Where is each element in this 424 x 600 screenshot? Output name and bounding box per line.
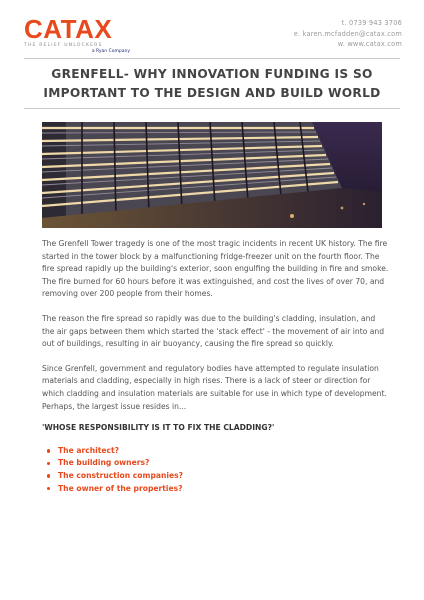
list-item	[42, 483, 390, 496]
list-item-label: The owner of the properties?	[58, 483, 183, 493]
paragraph-intro: The Grenfell Tower tragedy is one of the most tragic incidents in recent UK history. The fire started in the tower block by a malfunctioning fridge-freezer unit on the fourth floor. The fire spread rapidly up the building's exterior, soon engulfing the building in fire and smoke. The fire burned for 60 hours before it was extinguished, and cost the lives of over 70, and removing over 200 people from their homes.	[42, 239, 389, 299]
title-banner	[24, 58, 400, 109]
paragraph-regulation: Since Grenfell, government and regulatory bodies have attempted to regulate insulation materials and cladding, especially in high rises. There is a lack of steer or direction for which cladding and insulation materials are suitable for use in which type of development. Perhaps, the largest issue resides in...	[42, 363, 387, 411]
page-title: GRENFELL- WHY INNOVATION FUNDING IS SO IMPORTANT TO THE DESIGN AND BUILD WORLD	[43, 67, 381, 100]
bullet-icon	[47, 474, 50, 477]
contact-block	[294, 18, 402, 50]
list-item-label: The construction companies?	[58, 470, 184, 480]
contact-website[interactable]: w. www.catax.com	[337, 40, 402, 48]
list-item-label: The architect?	[58, 445, 120, 455]
paragraph-cause: The reason the fire spread so rapidly was due to the building's cladding, insulation, and the air gaps between them which started the 'stack effect' - the movement of air into and out of buildings, resulting in air buoyancy, causing the fire spread so quickly.	[42, 313, 385, 349]
tower-photo	[42, 122, 382, 228]
list-item	[42, 470, 390, 483]
responsibility-list	[42, 445, 390, 495]
question-heading: 'WHOSE RESPONSIBILITY IS IT TO FIX THE CLADDING?'	[42, 423, 275, 433]
logo-subtitle: a Ryan Company	[91, 49, 130, 54]
logo-wordmark: CATAX	[24, 14, 113, 44]
catax-logo	[24, 16, 144, 54]
bullet-icon	[47, 462, 50, 465]
contact-email[interactable]: e. karen.mcfadden@catax.com	[293, 29, 402, 38]
list-item	[42, 457, 390, 470]
contact-phone: t. 0739 943 3706	[341, 19, 402, 27]
list-item-label: The building owners?	[58, 458, 150, 468]
list-item	[42, 445, 390, 458]
bullet-icon	[47, 487, 50, 490]
bullet-icon	[47, 449, 50, 452]
logo-tagline: THE RELIEF UNLOCKERS	[24, 43, 103, 48]
article-body	[42, 238, 390, 495]
